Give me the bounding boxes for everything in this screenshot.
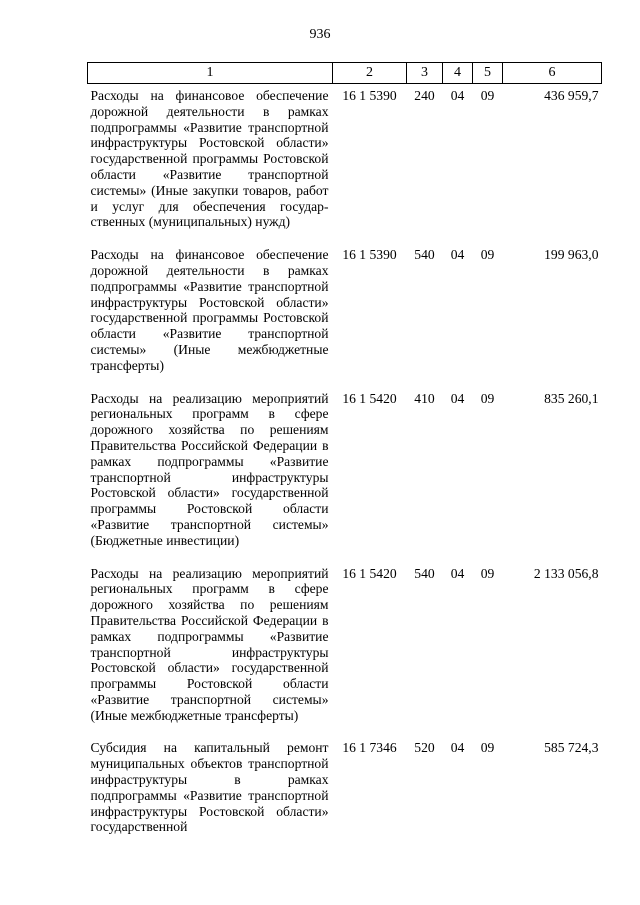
table-row — [88, 562, 602, 737]
row-expense-type: 240 — [414, 88, 435, 103]
row-subsection: 09 — [480, 390, 495, 406]
table-row — [88, 84, 602, 244]
row-description: Субсидия на капитальный ремонт муниципальных объектов транспортной инфраструктуры в рамках подпрограммы «Развитие транспортной инфраструктуры Ростовской области» государственной — [90, 740, 329, 835]
row-section: 04 — [450, 565, 465, 581]
row-amount: 199 963,0 — [544, 247, 599, 263]
row-section: 04 — [450, 247, 465, 263]
row-expense-type: 540 — [414, 247, 435, 263]
row-amount: 585 724,3 — [544, 740, 599, 756]
column-header-2: 2 — [333, 63, 407, 84]
row-section: 04 — [450, 390, 465, 406]
row-description: Расходы на финансовое обеспечение дорожной деятельности в рамках подпрограммы «Развитие транспортной инфраструктуры Ростовской области» государственной программы Ростовской области «Развитие транспортной системы» (Иные закупки товаров, работ и услуг для обеспечения государственных (муниципальных) нужд) — [90, 88, 329, 230]
row-target-code: 16 1 5390 — [342, 247, 397, 263]
row-amount: 835 260,1 — [544, 390, 599, 406]
column-header-1: 1 — [88, 63, 333, 84]
table-row — [88, 243, 602, 386]
row-subsection: 09 — [480, 247, 495, 263]
row-target-code: 16 1 5420 — [342, 565, 397, 581]
row-description: Расходы на реализацию мероприятий региональных программ в сфере дорожного хозяйства по решениям Правительства Российской Федерации в рамках подпрограммы «Развитие транспортной инфраструктуры Ростовской области» государственной программы Ростовской области «Развитие транспортной системы» (Иные межбюджетные трансферты) — [90, 565, 329, 723]
row-target-code: 16 1 5420 — [342, 390, 397, 406]
table-header — [88, 63, 602, 84]
row-subsection: 09 — [480, 565, 495, 581]
row-subsection: 09 — [480, 88, 495, 103]
table-row — [88, 736, 602, 848]
column-header-3: 3 — [407, 63, 443, 84]
row-section: 04 — [450, 88, 465, 103]
row-target-code: 16 1 7346 — [342, 740, 397, 756]
row-subsection: 09 — [480, 740, 495, 756]
row-expense-type: 520 — [414, 740, 435, 756]
column-header-6: 6 — [503, 63, 602, 84]
table-body — [88, 84, 602, 849]
row-expense-type: 540 — [414, 565, 435, 581]
column-header-4: 4 — [443, 63, 473, 84]
row-section: 04 — [450, 740, 465, 756]
column-header-5: 5 — [473, 63, 503, 84]
table-row — [88, 387, 602, 562]
row-description: Расходы на реализацию мероприятий региональных программ в сфере дорожного хозяйства по решениям Правительства Российской Федерации в рамках подпрограммы «Развитие транспортной инфраструктуры Ростовской области» государственной программы Ростовской области «Развитие транспортной системы» (Бюджетные инвестиции) — [90, 390, 329, 548]
page-number: 936 — [309, 27, 331, 42]
row-expense-type: 410 — [414, 390, 435, 406]
row-amount: 436 959,7 — [544, 88, 599, 103]
row-amount: 2 133 056,8 — [533, 565, 599, 581]
row-description: Расходы на финансовое обеспечение дорожной деятельности в рамках подпрограммы «Развитие транспортной инфраструктуры Ростовской области» государственной программы Ростовской области «Развитие транспортной системы» (Иные межбюджетные трансферты) — [90, 247, 329, 373]
budget-table — [87, 62, 602, 848]
row-target-code: 16 1 5390 — [342, 88, 397, 103]
